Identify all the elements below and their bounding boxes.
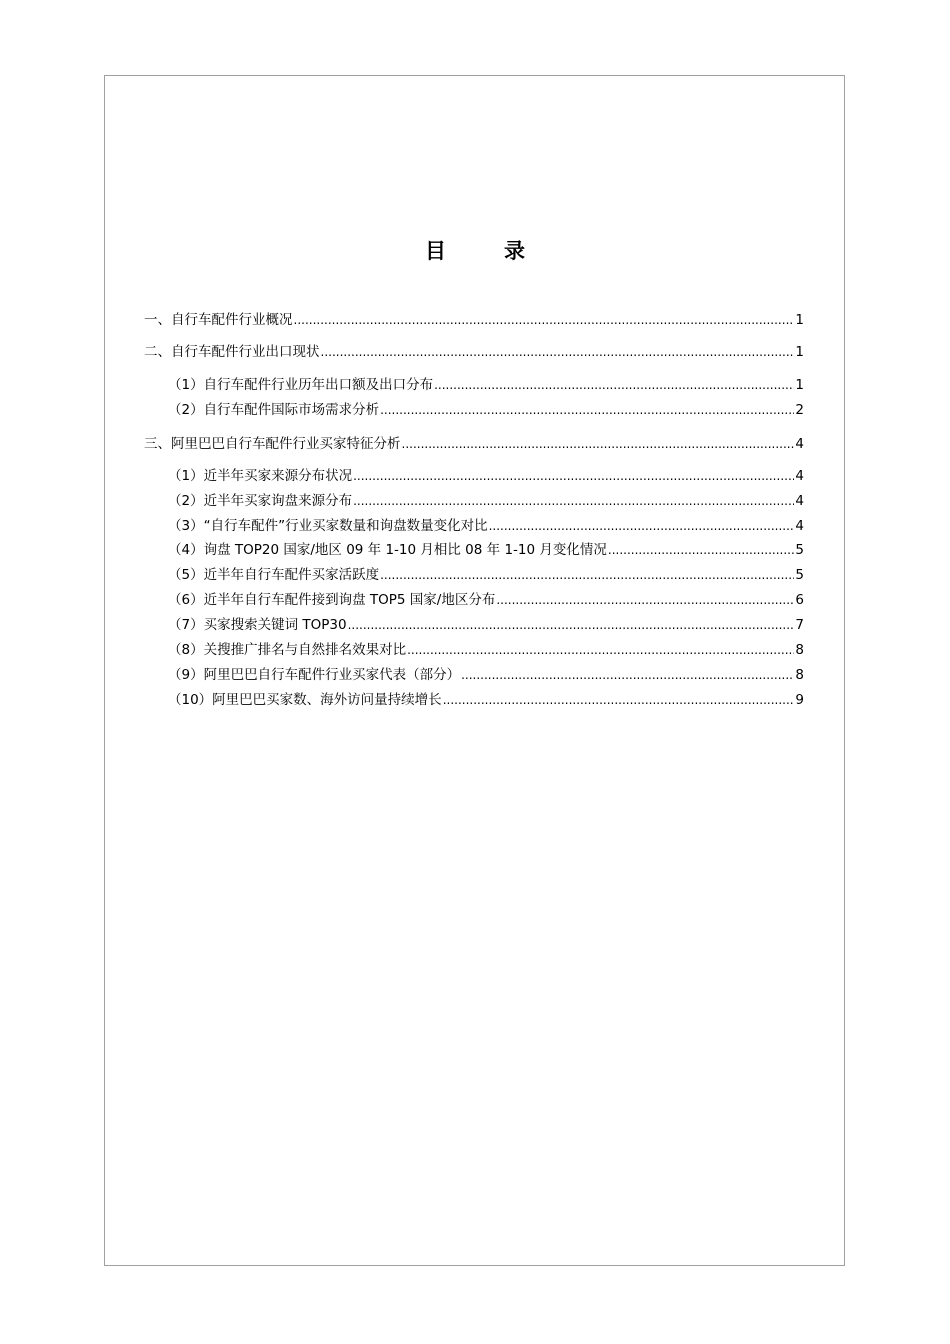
- toc-page-number: 6: [795, 592, 804, 608]
- toc-leader-dots: [353, 491, 794, 511]
- toc-entry[interactable]: [168, 640, 804, 660]
- toc-entry-text: （10）阿里巴巴买家数、海外访问量持续增长: [168, 692, 442, 708]
- toc-entry[interactable]: [168, 690, 804, 710]
- toc-leader-dots: [407, 640, 794, 660]
- toc-page-number: 4: [795, 518, 804, 534]
- toc-entry-text: （4）询盘 TOP20 国家/地区 09 年 1-10 月相比 08 年 1-10 月变化情况: [168, 542, 607, 558]
- toc-entry[interactable]: [168, 590, 804, 610]
- toc-page-number: 8: [795, 667, 804, 683]
- title-char-1: 目: [425, 239, 504, 263]
- toc-entry-text: （8）关搜推广排名与自然排名效果对比: [168, 642, 407, 658]
- toc-entry-text: 二、自行车配件行业出口现状: [144, 344, 320, 360]
- toc-leader-dots: [348, 615, 795, 635]
- toc-entry-text: （3）“自行车配件”行业买家数量和询盘数量变化对比: [168, 518, 488, 534]
- toc-leader-dots: [434, 375, 794, 395]
- toc-entry[interactable]: [168, 615, 804, 635]
- toc-page-number: 4: [795, 436, 804, 452]
- toc-page-number: 1: [795, 344, 804, 360]
- toc-entry-text: （9）阿里巴巴自行车配件行业买家代表（部分）: [168, 667, 461, 683]
- toc-leader-dots: [380, 565, 794, 585]
- toc-entry-text: 三、阿里巴巴自行车配件行业买家特征分析: [144, 436, 401, 452]
- toc-entry[interactable]: [168, 540, 804, 560]
- toc-page-number: 2: [795, 402, 804, 418]
- toc-entry[interactable]: [144, 434, 804, 454]
- toc-entry-text: （2）自行车配件国际市场需求分析: [168, 402, 380, 418]
- toc-leader-dots: [489, 516, 795, 536]
- toc-entry-text: （2）近半年买家询盘来源分布: [168, 493, 353, 509]
- toc-leader-dots: [380, 400, 794, 420]
- toc-entry[interactable]: [144, 310, 804, 330]
- toc-entry[interactable]: [168, 516, 804, 536]
- toc-entry-text: （6）近半年自行车配件接到询盘 TOP5 国家/地区分布: [168, 592, 496, 608]
- toc-leader-dots: [402, 434, 795, 454]
- toc-leader-dots: [608, 540, 795, 560]
- toc-entry-text: 一、自行车配件行业概况: [144, 312, 293, 328]
- toc-entry-text: （5）近半年自行车配件买家活跃度: [168, 567, 380, 583]
- toc-page-number: 4: [795, 493, 804, 509]
- toc-page-number: 4: [795, 468, 804, 484]
- title-char-2: 录: [504, 239, 583, 263]
- toc-entry[interactable]: [168, 665, 804, 685]
- toc-entry[interactable]: [144, 342, 804, 362]
- toc-leader-dots: [443, 690, 795, 710]
- toc-entry-text: （1）自行车配件行业历年出口额及出口分布: [168, 377, 434, 393]
- toc-page-number: 1: [795, 377, 804, 393]
- toc-page-number: 5: [795, 567, 804, 583]
- toc-entry[interactable]: [168, 565, 804, 585]
- toc-leader-dots: [461, 665, 794, 685]
- toc-entry[interactable]: [168, 400, 804, 420]
- toc-leader-dots: [496, 590, 794, 610]
- toc-entry[interactable]: [168, 466, 804, 486]
- toc-page-number: 1: [795, 312, 804, 328]
- toc-entry[interactable]: [168, 375, 804, 395]
- toc-page-number: 5: [795, 542, 804, 558]
- toc-entry-text: （1）近半年买家来源分布状况: [168, 468, 353, 484]
- toc-page-number: 8: [795, 642, 804, 658]
- toc-page-number: 7: [795, 617, 804, 633]
- toc-entry-text: （7）买家搜索关键词 TOP30: [168, 617, 347, 633]
- toc-leader-dots: [353, 466, 794, 486]
- toc-entry[interactable]: [168, 491, 804, 511]
- toc-leader-dots: [321, 342, 795, 362]
- toc-page-number: 9: [795, 692, 804, 708]
- toc-leader-dots: [294, 310, 795, 330]
